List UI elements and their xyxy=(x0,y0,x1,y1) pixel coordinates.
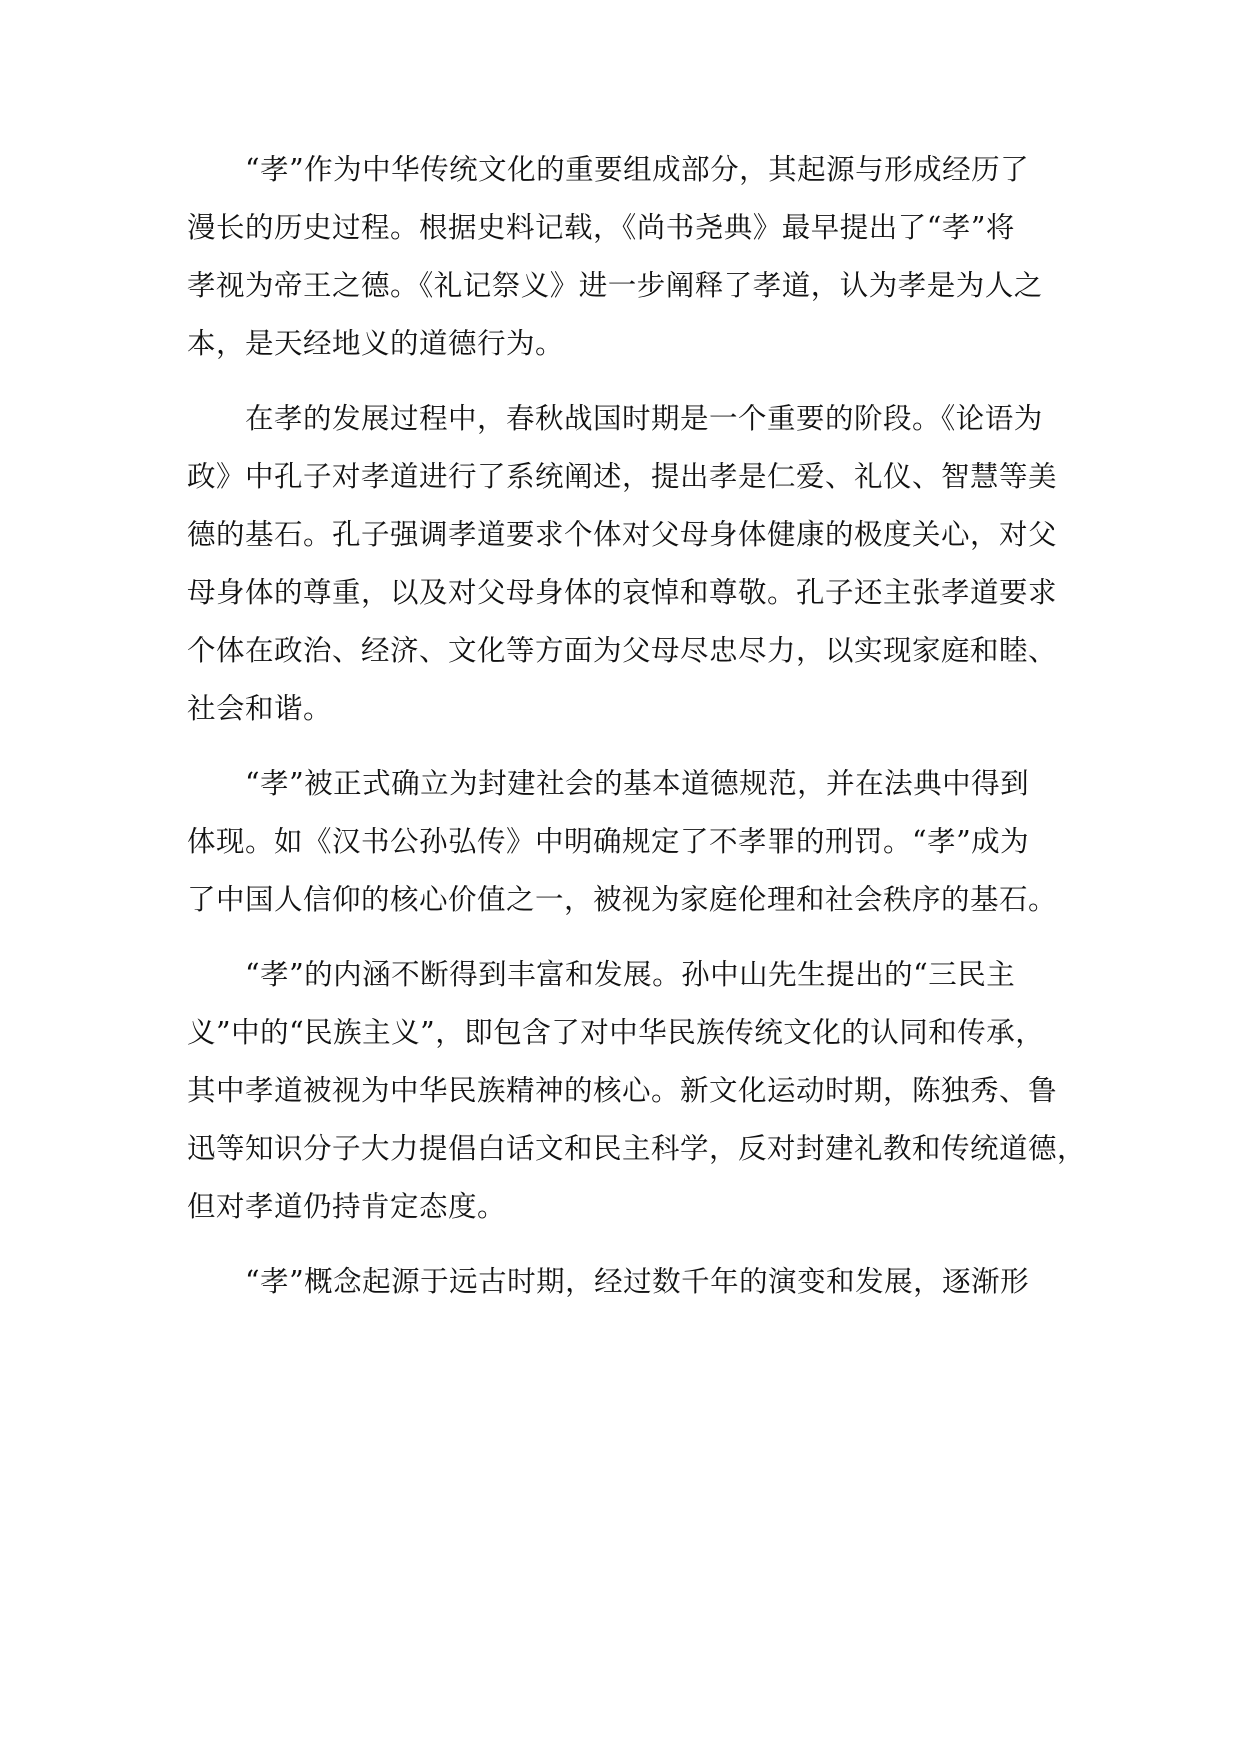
paragraph xyxy=(187,141,1057,373)
paragraph-line: “孝”作为中华传统文化的重要组成部分，其起源与形成经历了 xyxy=(245,153,1030,186)
paragraph-line: 本，是天经地义的道德行为。 xyxy=(187,327,565,360)
paragraph-line: 母身体的尊重，以及对父母身体的哀悼和尊敬。孔子还主张孝道要求 xyxy=(187,576,1058,609)
paragraph-line: 在孝的发展过程中，春秋战国时期是一个重要的阶段。《论语为 xyxy=(245,402,1043,435)
document-body xyxy=(187,141,1087,1328)
paragraph xyxy=(187,390,1057,738)
paragraph-line: 社会和谐。 xyxy=(187,692,333,725)
paragraph-line: 孝视为帝王之德。《礼记祭义》进一步阐释了孝道，认为孝是为人之 xyxy=(187,269,1043,302)
paragraph-line: 政》中孔子对孝道进行了系统阐述，提出孝是仁爱、礼仪、智慧等美 xyxy=(187,460,1058,493)
paragraph-line: 漫长的历史过程。根据史料记载，《尚书尧典》最早提出了“孝”将 xyxy=(187,211,1015,244)
paragraph xyxy=(187,1253,1057,1311)
paragraph-line: 个体在政治、经济、文化等方面为父母尽忠尽力，以实现家庭和睦、 xyxy=(187,634,1058,667)
paragraph-line: 义”中的“民族主义”，即包含了对中华民族传统文化的认同和传承， xyxy=(187,1016,1045,1049)
paragraph-line: 但对孝道仍持肯定态度。 xyxy=(187,1190,507,1223)
paragraph-line: 体现。如《汉书公孙弘传》中明确规定了不孝罪的刑罚。“孝”成为 xyxy=(187,825,1030,858)
paragraph-line: 德的基石。孔子强调孝道要求个体对父母身体健康的极度关心，对父 xyxy=(187,518,1058,551)
paragraph xyxy=(187,946,1087,1236)
paragraph-line: “孝”概念起源于远古时期，经过数千年的演变和发展，逐渐形 xyxy=(245,1265,1030,1298)
paragraph-line: 迅等知识分子大力提倡白话文和民主科学，反对封建礼教和传统道德， xyxy=(187,1132,1087,1165)
paragraph xyxy=(187,755,1057,929)
paragraph-line: “孝”被正式确立为封建社会的基本道德规范，并在法典中得到 xyxy=(245,767,1030,800)
paragraph-line: 其中孝道被视为中华民族精神的核心。新文化运动时期，陈独秀、鲁 xyxy=(187,1074,1058,1107)
paragraph-line: “孝”的内涵不断得到丰富和发展。孙中山先生提出的“三民主 xyxy=(245,958,1016,991)
paragraph-line: 了中国人信仰的核心价值之一，被视为家庭伦理和社会秩序的基石。 xyxy=(187,883,1058,916)
